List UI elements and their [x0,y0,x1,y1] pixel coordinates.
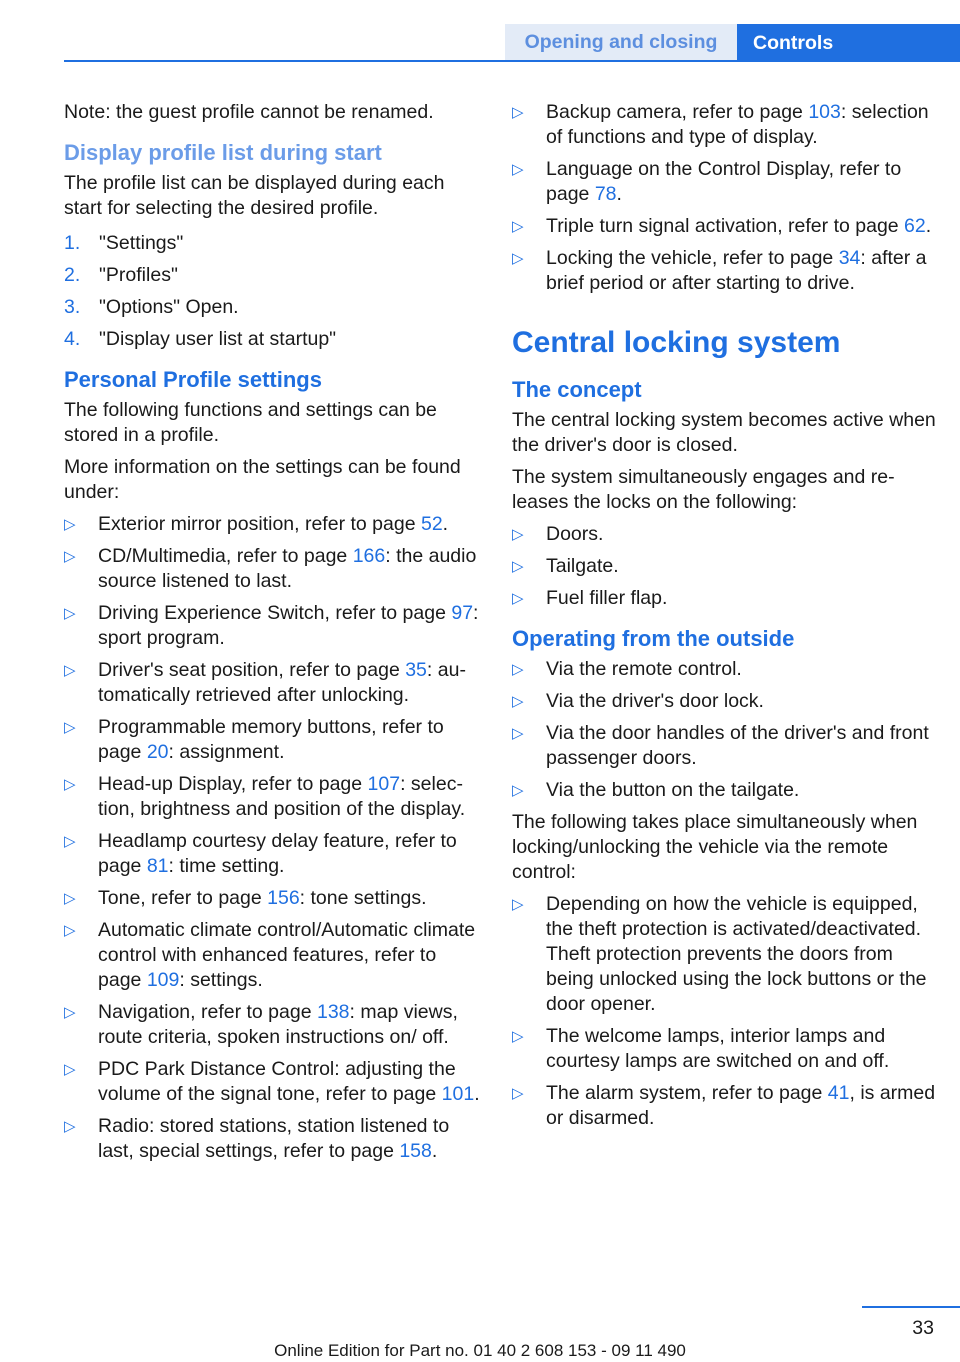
item-text: Driving Experience Switch, refer to page [98,602,452,624]
item-text: . [431,1140,438,1162]
page-link[interactable]: 62 [904,215,926,237]
page-link[interactable]: 158 [399,1140,432,1162]
display-profile-heading: Display profile list during start [64,140,382,165]
item-text: : selection of functions and type of display. [546,101,929,148]
item-text: : automatically retrieved after unlocking. [98,659,466,706]
list-item [64,263,484,288]
list-item [64,772,484,822]
triangle-bullet-icon: ▷ [64,516,76,533]
list-item [64,295,484,320]
triangle-bullet-icon: ▷ [64,833,76,850]
triangle-bullet-icon: ▷ [512,725,524,742]
page-link[interactable]: 107 [367,773,401,795]
page-link[interactable]: 81 [146,855,169,877]
item-text: Backup camera, refer to page [546,101,809,123]
item-text: Driver's seat position, refer to page [98,659,406,681]
profile-settings-list [64,512,484,1164]
item-text: : the audio source listened to last. [98,545,477,592]
list-item [512,157,936,207]
triangle-bullet-icon: ▷ [64,548,76,565]
triangle-bullet-icon: ▷ [64,662,76,679]
edition-footer: Online Edition for Part no. 01 40 2 608 153 - 09 11 490 [274,1341,686,1360]
page-link[interactable]: 138 [316,1001,350,1023]
step-text: "Options" Open. [99,296,239,318]
item-text: , is armed or disarmed. [546,1082,936,1129]
remote-control-text: The following takes place simultaneously when locking/unlocking the vehicle via the remote control: [512,811,918,883]
page-link[interactable]: 97 [451,602,474,624]
triangle-bullet-icon: ▷ [512,250,524,267]
step-number: 4. [64,328,81,350]
operating-outside-heading: Operating from the outside [512,626,795,651]
page-link[interactable]: 52 [420,513,443,535]
step-number: 1. [64,232,81,254]
item-text: : assignment. [168,741,285,763]
item-text: : time setting. [168,855,285,877]
personal-profile-heading: Personal Profile settings [64,367,322,392]
list-item [512,586,936,611]
triangle-bullet-icon: ▷ [512,693,524,710]
remote-effects-list [512,892,936,1131]
item-text: . [474,1083,480,1105]
triangle-bullet-icon: ▷ [64,776,76,793]
page-link[interactable]: 166 [352,545,386,567]
item-text: : after a brief period or after starting to drive. [546,247,927,294]
list-item [64,231,484,256]
item-text: CD/Multimedia, refer to page [98,545,353,567]
list-item [512,1024,936,1074]
triangle-bullet-icon: ▷ [64,1004,76,1021]
triangle-bullet-icon: ▷ [512,558,524,575]
central-locking-heading: Central locking system [512,326,841,359]
concept-text: The central locking system becomes active when the driver's door is closed. [512,409,936,456]
list-item [512,100,936,150]
profile-settings-list-continued [512,100,936,296]
item-text: Programmable memory buttons, refer to page [98,716,444,763]
triangle-bullet-icon: ▷ [64,1118,76,1135]
list-item [64,715,484,765]
item-text: Exterior mirror position, refer to page [98,513,421,535]
list-item [64,512,484,537]
triangle-bullet-icon: ▷ [64,719,76,736]
header-rule [64,60,960,62]
item-text: Radio: stored stations, station listened to last, special settings, refer to page [98,1115,450,1162]
list-item [64,1000,484,1050]
item-text: . [925,215,932,237]
item-text: PDC Park Distance Control: adjusting the volume of the signal tone, refer to page [98,1058,456,1105]
page-link[interactable]: 41 [827,1082,850,1104]
concept-heading: The concept [512,377,642,402]
item-text: Triple turn signal activation, refer to page [546,215,905,237]
triangle-bullet-icon: ▷ [64,605,76,622]
page-link[interactable]: 156 [267,887,300,909]
list-item [64,658,484,708]
list-item [64,918,484,993]
item-text: : settings. [179,969,263,991]
triangle-bullet-icon: ▷ [512,782,524,799]
page-header [0,0,960,62]
more-information-text: More information on the settings can be found under: [64,456,461,503]
triangle-bullet-icon: ▷ [512,590,524,607]
step-text: "Display user list at startup" [99,328,337,350]
triangle-bullet-icon: ▷ [512,526,524,543]
footer-rule [862,1306,960,1308]
list-item [512,721,936,771]
item-text: Language on the Control Display, refer to page [546,158,902,205]
section-tab[interactable]: Opening and closing [505,24,737,60]
item-text: Fuel filler flap. [546,587,668,609]
triangle-bullet-icon: ▷ [64,890,76,907]
step-number: 2. [64,264,81,286]
item-text: : selection, brightness and position of the display. [98,773,466,820]
item-text: Via the driver's door lock. [546,690,764,712]
step-number: 3. [64,296,81,318]
list-item [64,601,484,651]
triangle-bullet-icon: ▷ [512,218,524,235]
item-text: : tone settings. [299,887,427,909]
locks-intro-text: The system simultaneously engages and releases the locks on the following: [512,466,895,513]
item-text: : sport program. [98,602,479,649]
list-item [512,892,936,1017]
triangle-bullet-icon: ▷ [64,922,76,939]
item-text: Headlamp courtesy delay feature, refer to page [98,830,457,877]
triangle-bullet-icon: ▷ [512,1028,524,1045]
list-item [64,829,484,879]
item-text: Via the remote control. [546,658,742,680]
list-item [512,778,936,803]
item-text: Tailgate. [546,555,619,577]
triangle-bullet-icon: ▷ [512,104,524,121]
guest-profile-note: Note: the guest profile cannot be renamed. [64,101,434,123]
list-item [512,246,936,296]
triangle-bullet-icon: ▷ [512,896,524,913]
page-link[interactable]: 78 [594,183,617,205]
item-text: Depending on how the vehicle is equipped, the theft protection is activated/deactivated. Theft protection prevents the doors from being unlocked using the lock buttons or the door opener. [546,893,927,1015]
item-text: Tone, refer to page [98,887,268,909]
item-text: Automatic climate control/Automatic climate control with enhanced features, refer to page [98,919,476,991]
item-text: The alarm system, refer to page [546,1082,828,1104]
list-item [64,1114,484,1164]
steps-list [64,231,484,352]
outside-operation-list [512,657,936,803]
item-text: : map views, route criteria, spoken instructions on/ off. [98,1001,458,1048]
page-link[interactable]: 20 [146,741,169,763]
list-item [512,689,936,714]
item-text: . [442,513,449,535]
chapter-tab[interactable]: Controls [737,24,960,62]
item-text: Via the door handles of the driver's and front passenger doors. [546,722,929,769]
list-item [512,214,936,239]
triangle-bullet-icon: ▷ [64,1061,76,1078]
item-text: The welcome lamps, interior lamps and courtesy lamps are switched on and off. [546,1025,890,1072]
left-column [64,100,484,1171]
page-link[interactable]: 103 [808,101,841,123]
list-item [512,1081,936,1131]
list-item [64,544,484,594]
step-text: "Settings" [99,232,184,254]
step-text: "Profiles" [99,264,178,286]
locks-list [512,522,936,611]
list-item [512,522,936,547]
page-link[interactable]: 35 [405,659,427,681]
item-text: Locking the vehicle, refer to page [546,247,839,269]
right-column [512,100,936,1138]
item-text: Navigation, refer to page [98,1001,317,1023]
triangle-bullet-icon: ▷ [512,161,524,178]
list-item [64,1057,484,1107]
list-item [512,657,936,682]
list-item [64,327,484,352]
triangle-bullet-icon: ▷ [512,1085,524,1102]
triangle-bullet-icon: ▷ [512,661,524,678]
item-text: Doors. [546,523,604,545]
item-text: Head-up Display, refer to page [98,773,368,795]
page-number: 33 [912,1317,934,1339]
list-item [512,554,936,579]
item-text: Via the button on the tailgate. [546,779,800,801]
page-link[interactable]: 109 [146,969,180,991]
list-item [64,886,484,911]
page-link[interactable]: 34 [838,247,861,269]
personal-profile-text: The following functions and settings can be stored in a profile. [64,399,437,446]
item-text: . [616,183,622,205]
display-profile-text: The profile list can be displayed during each start for selecting the desired profile. [64,172,445,219]
page-link[interactable]: 101 [441,1083,475,1105]
